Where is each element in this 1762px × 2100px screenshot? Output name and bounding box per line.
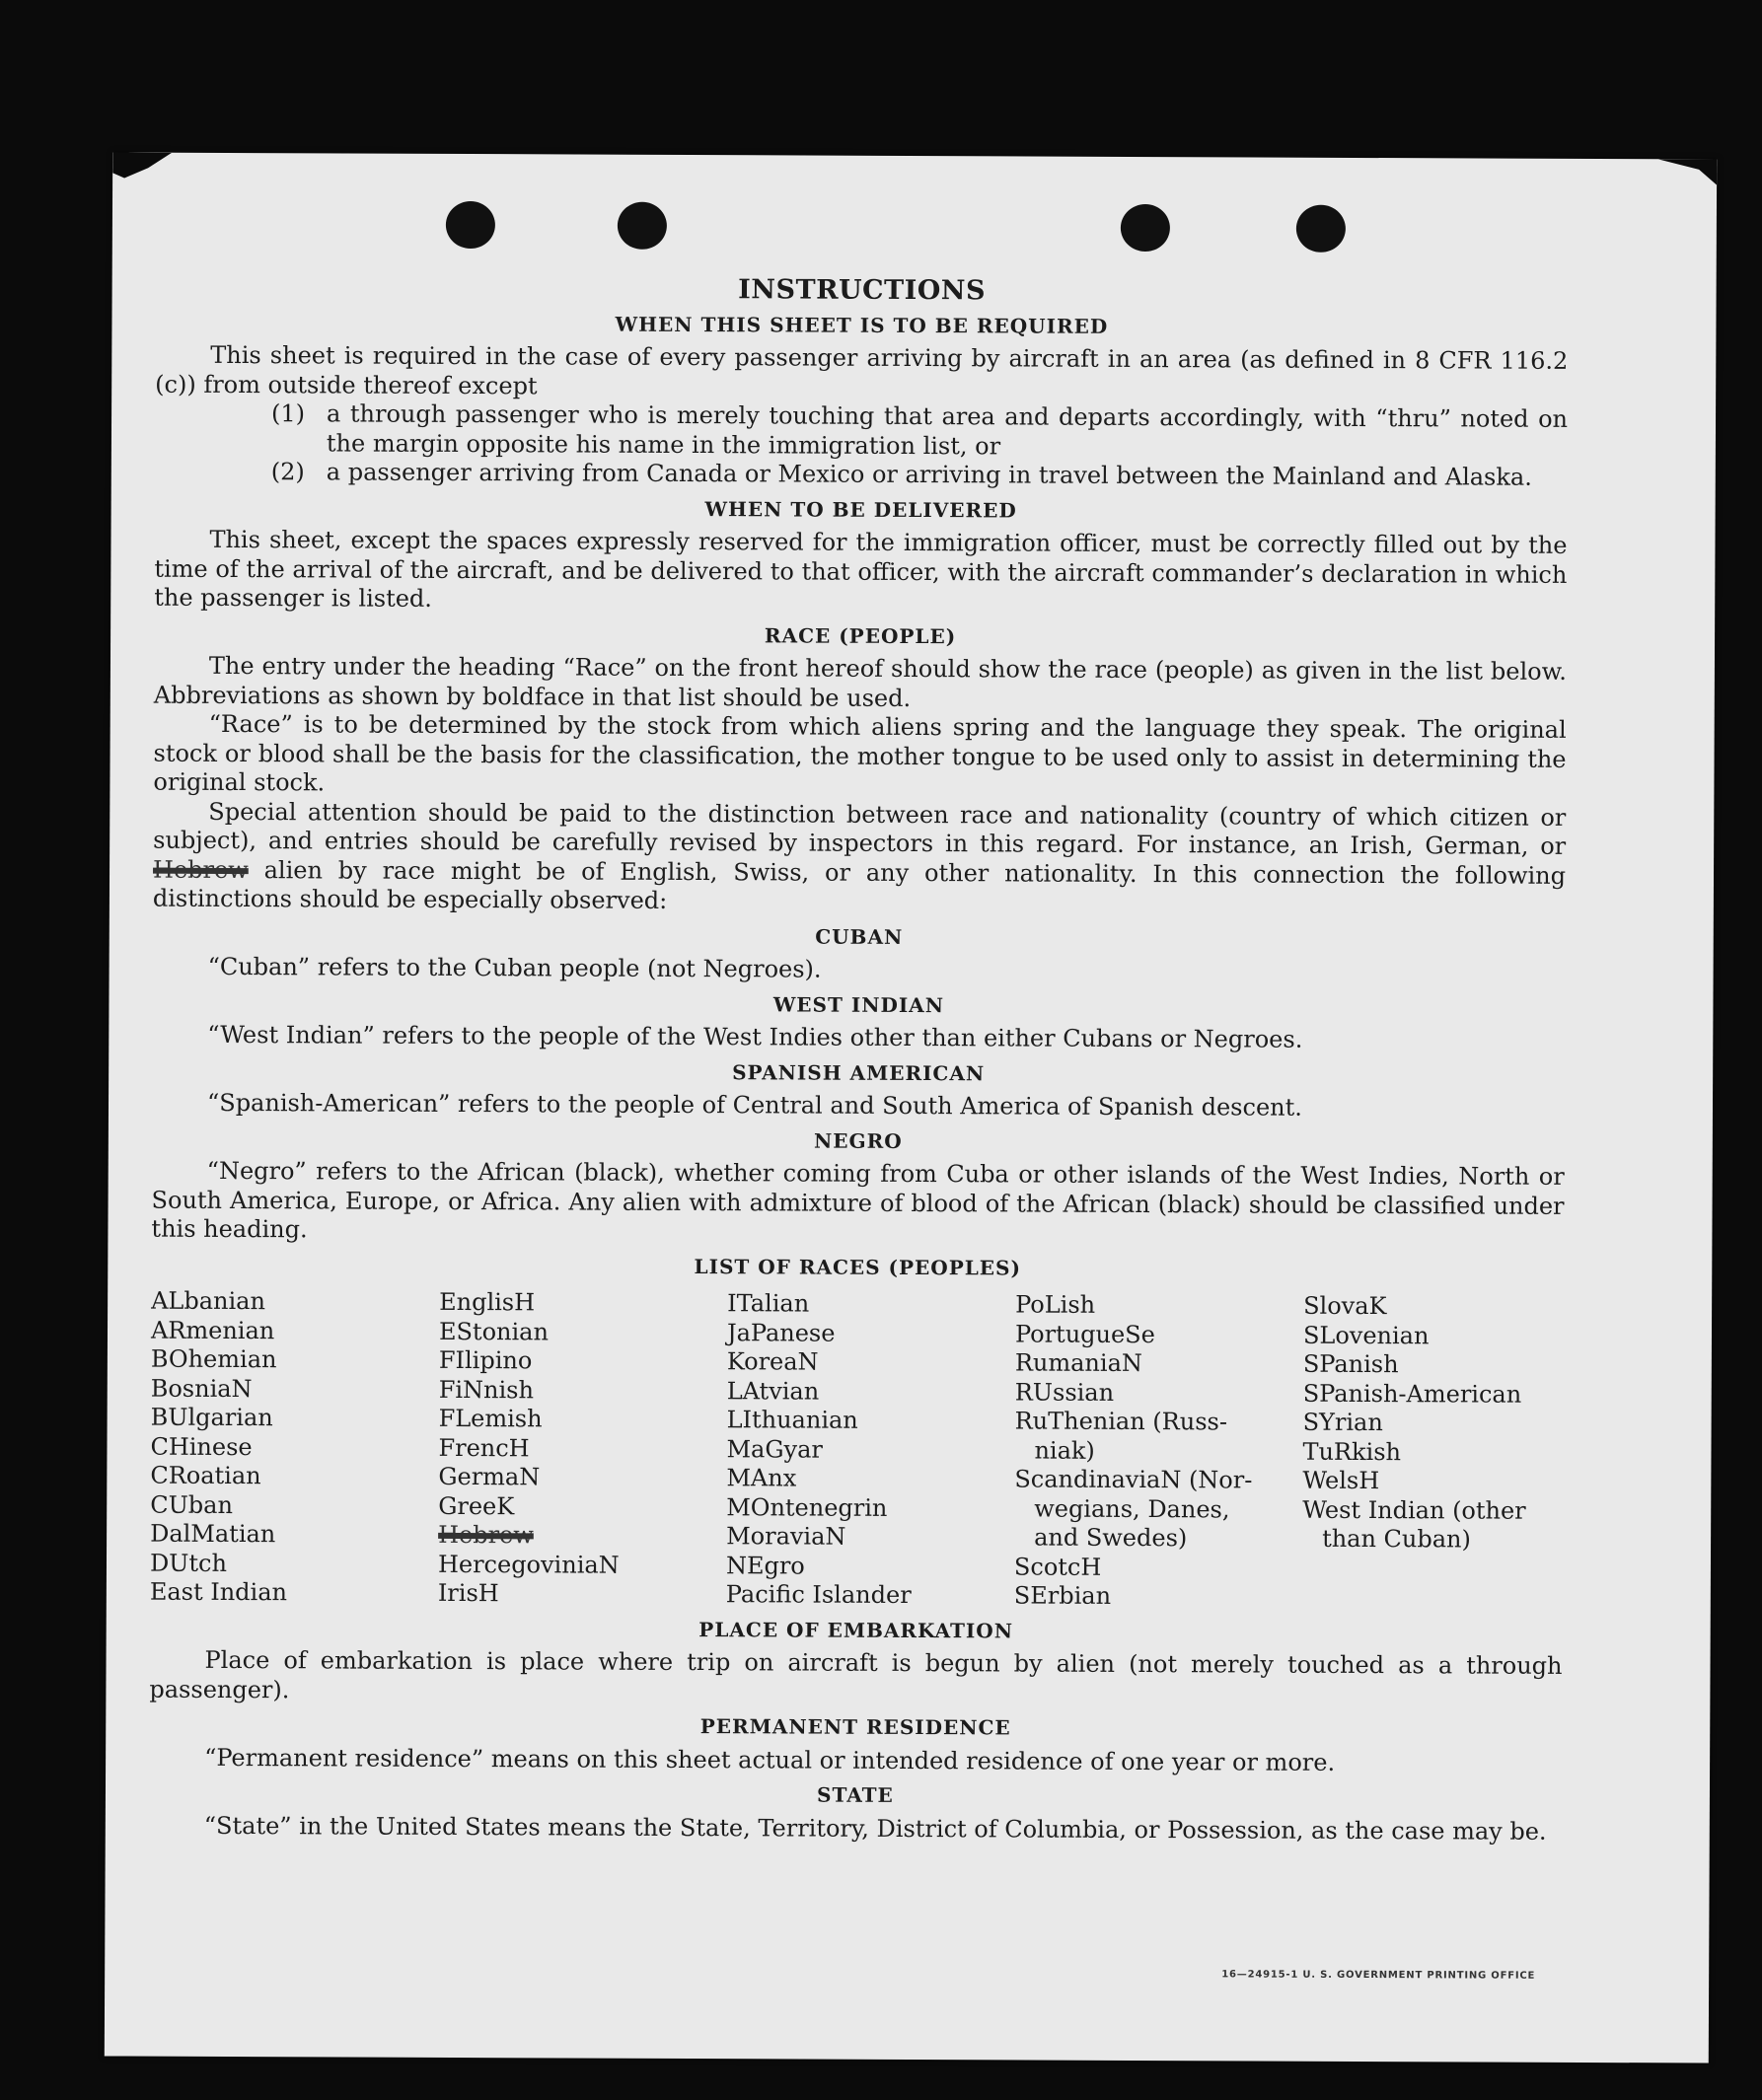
paragraph-race-3b: alien by race might be of English, Swiss, or any other nationality. In this connection the following distinctions should be especially observed:: [152, 855, 1567, 914]
paragraph-required-intro: This sheet is required in the case of every passenger arriving by aircraft in an area (as defined in 8 CFR 116.2 (c)) from outside thereof except: [155, 340, 1569, 399]
race-entry: West Indian (other: [1302, 1495, 1526, 1525]
heading-permanent-residence: PERMANENT RESIDENCE: [699, 1714, 1011, 1740]
torn-corner: [1657, 159, 1717, 184]
punch-hole: [1121, 204, 1170, 252]
race-entry: MoraviaN: [726, 1522, 846, 1551]
race-entry: MaGyar: [726, 1434, 823, 1464]
race-entry-struck: Hebrew: [438, 1520, 534, 1550]
race-entry: GreeK: [438, 1491, 515, 1520]
paragraph-race-1: The entry under the heading “Race” on the front hereof should show the race (people) as given in the list below. Abbreviations as shown by boldface in that list should be used.: [153, 651, 1567, 712]
race-entry: MOntenegrin: [726, 1492, 888, 1522]
races-column: [1014, 1290, 1303, 1612]
race-entry: SlovaK: [1303, 1291, 1387, 1321]
race-entry: NEgro: [725, 1551, 805, 1580]
item-number: (1): [271, 399, 306, 428]
paragraph-race-3: [153, 797, 1567, 919]
race-entry: Pacific Islander: [725, 1580, 912, 1610]
race-entry: EStonian: [438, 1317, 550, 1345]
races-column: [726, 1289, 1015, 1611]
race-entry: RumaniaN: [1014, 1348, 1142, 1378]
race-entry: ARmenian: [150, 1316, 275, 1344]
paragraph-permanent-residence: “Permanent residence” means on this sheet actual or intended residence of one year or more.: [204, 1743, 1336, 1776]
instructions-content: [149, 273, 1569, 1847]
race-entry: HercegoviniaN: [437, 1550, 620, 1579]
paragraph-embarkation: Place of embarkation is place where trip on aircraft is begun by alien (not merely touched as a through passenger).: [149, 1645, 1563, 1703]
race-entry: RUssian: [1014, 1377, 1115, 1407]
race-entry: CHinese: [150, 1432, 253, 1461]
races-column: [1302, 1292, 1564, 1614]
race-entry: MAnx: [726, 1464, 797, 1492]
race-entry: TuRkish: [1302, 1437, 1402, 1466]
race-entry: KoreaN: [726, 1347, 819, 1376]
race-entry: ALbanian: [151, 1286, 266, 1316]
race-entry: DUtch: [149, 1549, 228, 1577]
struck-word: Hebrew: [152, 855, 249, 884]
race-entry: EnglisH: [439, 1287, 536, 1317]
heading-spanish-american: SPANISH AMERICAN: [732, 1059, 986, 1085]
race-entry: FLemish: [438, 1404, 543, 1433]
paragraph-race-2: “Race” is to be determined by the stock from which aliens spring and the language they speak. The original stock or blood shall be the basis for the classification, the mother tongue to be used only to assist in determining the original stock.: [153, 709, 1567, 797]
paragraph-delivered: This sheet, except the spaces expressly reserved for the immigration officer, must be correctly filled out by the time of the arrival of the aircraft, and be delivered to that officer, with the aircraft commander’s declaration in which the passenger is listed.: [154, 525, 1568, 613]
race-entry: CUban: [150, 1490, 234, 1519]
instruction-sheet: [105, 152, 1717, 2063]
race-entry: IrisH: [437, 1578, 499, 1608]
item-text: a passenger arriving from Canada or Mexico or arriving in travel between the Mainland and Alaska.: [326, 458, 1532, 491]
heading-cuban: CUBAN: [815, 924, 904, 949]
race-entry: PortugueSe: [1014, 1319, 1155, 1348]
race-entry: RuThenian (Russ-: [1014, 1407, 1228, 1436]
race-entry-continued: wegians, Danes,: [1034, 1494, 1230, 1523]
race-entry: SPanish: [1302, 1349, 1399, 1379]
paragraph-state: “State” in the United States means the State, Territory, District of Columbia, or Possession, as the case may be.: [203, 1811, 1547, 1846]
race-entry: PoLish: [1015, 1290, 1096, 1319]
race-entry-continued: than Cuban): [1322, 1524, 1471, 1554]
race-entry: FIlipino: [438, 1345, 533, 1375]
item-number: (2): [270, 458, 305, 486]
page-title: INSTRUCTIONS: [738, 274, 987, 307]
race-entry: CRoatian: [150, 1461, 261, 1490]
exception-item-1: [271, 399, 1568, 464]
race-entry: BOhemian: [150, 1344, 277, 1374]
races-column: [150, 1287, 439, 1609]
race-entry: GermaN: [438, 1462, 541, 1491]
heading-list-of-races: LIST OF RACES (PEOPLES): [694, 1254, 1022, 1279]
race-entry: LAtvian: [726, 1376, 820, 1406]
paragraph-negro: “Negro” refers to the African (black), whether coming from Cuba or other islands of the West Indies, North or South America, Europe, or Africa. Any alien with admixture of blood of the African (black) should be classified under this heading.: [151, 1156, 1565, 1244]
heading-west-indian: WEST INDIAN: [772, 991, 945, 1017]
punch-hole: [1296, 205, 1346, 253]
heading-race: RACE (PEOPLE): [764, 622, 957, 648]
torn-corner: [112, 152, 172, 178]
race-entry: ITalian: [727, 1289, 810, 1318]
race-entry: FrencH: [438, 1433, 530, 1462]
paragraph-cuban: “Cuban” refers to the Cuban people (not Negroes).: [207, 952, 822, 983]
punch-hole: [446, 201, 495, 249]
race-entry: East Indian: [149, 1577, 288, 1607]
item-text: a through passenger who is merely touching that area and departs accordingly, with “thru” noted on the margin opposite his name in the immigration list, or: [326, 399, 1569, 460]
race-entry: BosniaN: [150, 1374, 253, 1403]
heading-when-delivered: WHEN TO BE DELIVERED: [704, 496, 1017, 522]
race-entry: DalMatian: [150, 1519, 276, 1549]
race-entry: BUlgarian: [150, 1403, 273, 1432]
heading-embarkation: PLACE OF EMBARKATION: [698, 1617, 1014, 1642]
race-entry-continued: niak): [1034, 1436, 1095, 1465]
race-entry: WelsH: [1302, 1466, 1380, 1495]
race-entry-continued: and Swedes): [1034, 1523, 1188, 1553]
race-entry: ScandinaviaN (Nor-: [1014, 1465, 1253, 1494]
paragraph-spanish-american: “Spanish-American” refers to the people of Central and South America of Spanish descent.: [206, 1088, 1302, 1122]
race-entry: SLovenian: [1302, 1321, 1430, 1349]
races-list: [150, 1287, 1564, 1614]
heading-when-required: WHEN THIS SHEET IS TO BE REQUIRED: [615, 312, 1109, 338]
heading-negro: NEGRO: [813, 1128, 903, 1153]
race-entry: SErbian: [1013, 1581, 1112, 1610]
paragraph-race-3a: Special attention should be paid to the distinction between race and nationality (country of which citizen or subject), and entries should be carefully revised by inspectors in this regard. For instance, an Irish, German, or: [153, 797, 1567, 860]
race-entry: ScotcH: [1013, 1552, 1102, 1581]
race-entry: FiNnish: [438, 1375, 535, 1404]
punch-hole: [618, 202, 667, 250]
race-entry: JaPanese: [726, 1318, 836, 1347]
race-entry: SYrian: [1302, 1408, 1383, 1437]
race-entry: SPanish-American: [1302, 1379, 1522, 1409]
exception-item-2: [271, 458, 1568, 492]
heading-state: STATE: [817, 1782, 894, 1807]
paragraph-west-indian: “West Indian” refers to the people of the West Indies other than either Cubans or Negroes.: [207, 1020, 1303, 1053]
races-column: [438, 1288, 727, 1610]
printer-footer: 16—24915-1 U. S. GOVERNMENT PRINTING OFFICE: [1221, 1969, 1536, 1982]
race-entry: LIthuanian: [726, 1406, 858, 1434]
